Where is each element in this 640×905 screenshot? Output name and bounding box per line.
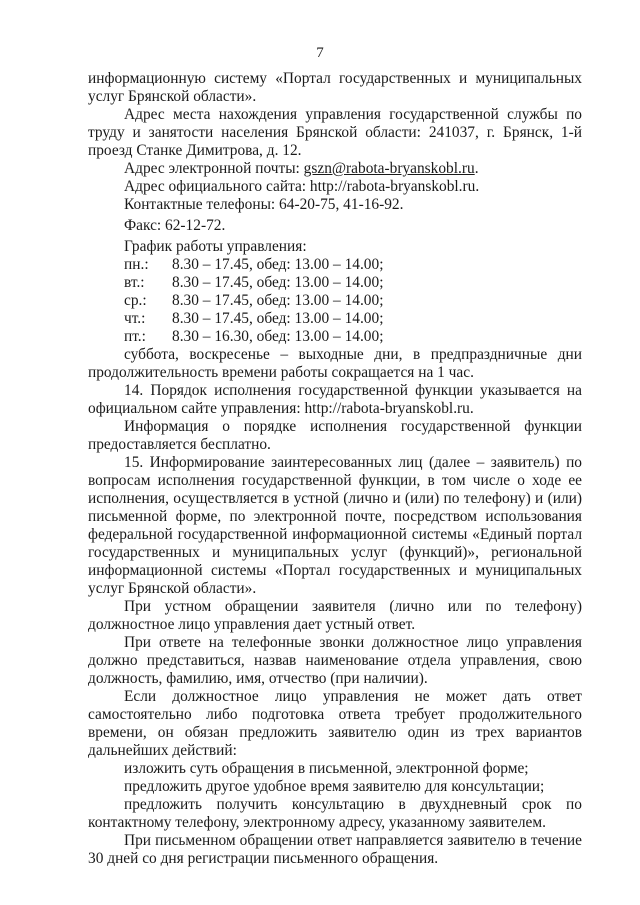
email-line: [88, 160, 582, 178]
page-number: 7: [316, 45, 324, 61]
schedule-hours: 8.30 – 17.45, обед: 13.00 – 14.00;: [172, 274, 384, 291]
paragraph-office-address: Адрес места нахождения управления государственной службы по труду и занятости населения Брянской области: 241037, г. Брянск, 1-й проезд Станке Димитрова, д. 12.: [88, 106, 582, 159]
schedule-day: пн.:: [124, 256, 149, 273]
schedule-title: График работы управления:: [124, 238, 307, 255]
paragraph-weekend: суббота, воскресенье – выходные дни, в предпраздничные дни продолжительность времени работы сокращается на 1 час.: [88, 346, 582, 381]
schedule-row: [88, 328, 582, 346]
phones-line: Контактные телефоны: 64-20-75, 41-16-92.: [124, 196, 404, 213]
schedule-day: чт.:: [124, 310, 146, 327]
paragraph-14: 14. Порядок исполнения государственной функции указывается на официальном сайте управления: http://rabota-bryanskobl.ru.: [88, 382, 582, 417]
schedule-hours: 8.30 – 17.45, обед: 13.00 – 14.00;: [172, 256, 384, 273]
schedule-row: [88, 274, 582, 292]
option-other-time: предложить другое удобное время заявителю для консультации;: [124, 778, 545, 795]
paragraph-portal-continuation: информационную систему «Портал государственных и муниципальных услуг Брянской области».: [88, 70, 582, 105]
paragraph-written: При письменном обращении ответ направляется заявителю в течение 30 дней со дня регистрации письменного обращения.: [88, 832, 582, 867]
paragraph-15: 15. Информирование заинтересованных лиц (далее – заявитель) по вопросам исполнения государственной функции, в том числе о ходе ее исполнения, осуществляется в устной (лично и (или) по телефону) и (или) письменной форме, по электронной почте, посредством использования федеральной государственной информационной системы «Единый портал государственных и муниципальных услуг (функций)», региональной информационной системы «Портал государственных и муниципальных услуг Брянской области».: [88, 454, 582, 597]
schedule-day: ср.:: [124, 292, 147, 309]
schedule-row: [88, 310, 582, 328]
paragraph-if-cannot: Если должностное лицо управления не может дать ответ самостоятельно либо подготовка ответа требует продолжительного времени, он обязан предложить заявителю один из трех вариантов дальнейших действий:: [88, 688, 582, 759]
schedule-hours: 8.30 – 16.30, обед: 13.00 – 14.00;: [172, 328, 384, 345]
schedule-day: пт.:: [124, 328, 146, 345]
schedule-hours: 8.30 – 17.45, обед: 13.00 – 14.00;: [172, 292, 384, 309]
document-body: [88, 70, 582, 868]
paragraph-info-free: Информация о порядке исполнения государственной функции предоставляется бесплатно.: [88, 418, 582, 453]
paragraph-oral: При устном обращении заявителя (лично или по телефону) должностное лицо управления дает устный ответ.: [88, 598, 582, 633]
fax-line: Факс: 62-12-72.: [124, 217, 226, 234]
option-written: изложить суть обращения в письменной, электронной форме;: [124, 760, 529, 777]
schedule-row: [88, 256, 582, 274]
option-two-day: предложить получить консультацию в двухдневный срок по контактному телефону, электронному адресу, указанному заявителем.: [88, 796, 582, 831]
email-link[interactable]: gszn@rabota-bryanskobl.ru: [303, 160, 475, 177]
email-tail: .: [474, 160, 479, 177]
paragraph-phone-calls: При ответе на телефонные звонки должностное лицо управления должно представиться, назвав наименование отдела управления, свою должность, фамилию, имя, отчество (при наличии).: [88, 634, 582, 687]
schedule-row: [88, 292, 582, 310]
website-line: Адрес официального сайта: http://rabota-bryanskobl.ru.: [124, 178, 480, 195]
schedule-hours: 8.30 – 17.45, обед: 13.00 – 14.00;: [172, 310, 384, 327]
email-label: Адрес электронной почты:: [124, 160, 304, 177]
schedule-day: вт.:: [124, 274, 145, 291]
schedule-list: [88, 256, 582, 346]
